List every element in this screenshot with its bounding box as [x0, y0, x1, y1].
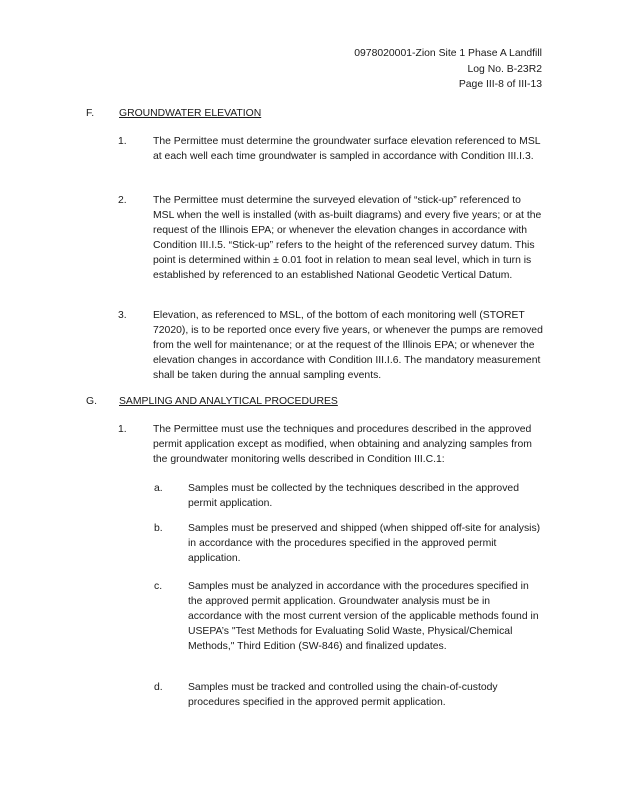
item-text: The Permittee must determine the groundwater surface elevation referenced to MSL at each well each time groundwater is sampled in accordance with Condition III.I.3.: [153, 136, 541, 162]
subitem-text: Samples must be collected by the techniques described in the approved permit application.: [188, 483, 519, 509]
item-text: Elevation, as referenced to MSL, of the bottom of each monitoring well (STORET 72020), is to be reported once every five years, or whenever the pumps are removed from the well for maintenance; or at the request of the Illinois EPA; or whenever the elevation changes in accordance with Condition III.I.6. The mandatory measurement shall be taken during the annual sampling events.: [153, 310, 543, 381]
section-g-title: SAMPLING AND ANALYTICAL PROCEDURES: [119, 396, 338, 407]
subitem-text: Samples must be analyzed in accordance with the procedures specified in the approved permit application. Groundwater analysis must be in accordance with the most current version of the applicable methods found in USEPA’s "Test Methods for Evaluating Solid Waste, Physical/Chemical Methods," Third Edition (SW-846) and finalized updates.: [188, 581, 539, 652]
subitem-letter: a.: [154, 483, 163, 494]
item-number: 1.: [118, 136, 127, 147]
section-g-letter: G.: [86, 396, 97, 407]
section-f-letter: F.: [86, 108, 95, 119]
header-log-number: Log No. B-23R2: [467, 63, 542, 75]
subitem-text: Samples must be tracked and controlled using the chain-of-custody procedures specified in the approved permit application.: [188, 682, 498, 708]
header-page-number: Page III-8 of III-13: [458, 79, 542, 90]
section-f-title: GROUNDWATER ELEVATION: [119, 108, 262, 119]
subitem-text: Samples must be preserved and shipped (when shipped off-site for analysis) in accordance with the procedures specified in the approved permit application.: [188, 523, 541, 564]
item-number: 3.: [118, 310, 127, 321]
item-number: 1.: [118, 424, 127, 435]
subitem-letter: b.: [154, 523, 163, 534]
item-text: The Permittee must use the techniques and procedures described in the approved permit application except as modified, when obtaining and analyzing samples from the groundwater monitoring wells described in Condition III.C.1:: [153, 424, 532, 465]
header-site-id: 0978020001-Zion Site 1 Phase A Landfill: [354, 48, 542, 59]
subitem-letter: d.: [154, 682, 163, 693]
item-text: The Permittee must determine the surveyed elevation of “stick-up” referenced to MSL when the well is installed (with as-built diagrams) and every five years; or at the request of the Illinois EPA; or whenever the elevation changes in accordance with Condition III.I.5. “Stick-up” refers to the height of the referenced survey datum. This point is determined within ± 0.01 foot in relation to mean seal level, which in turn is established by referenced to an established National Geodetic Vertical Datum.: [153, 195, 542, 281]
page-header: [354, 46, 542, 93]
subitem-letter: c.: [154, 581, 163, 592]
item-number: 2.: [118, 195, 127, 206]
